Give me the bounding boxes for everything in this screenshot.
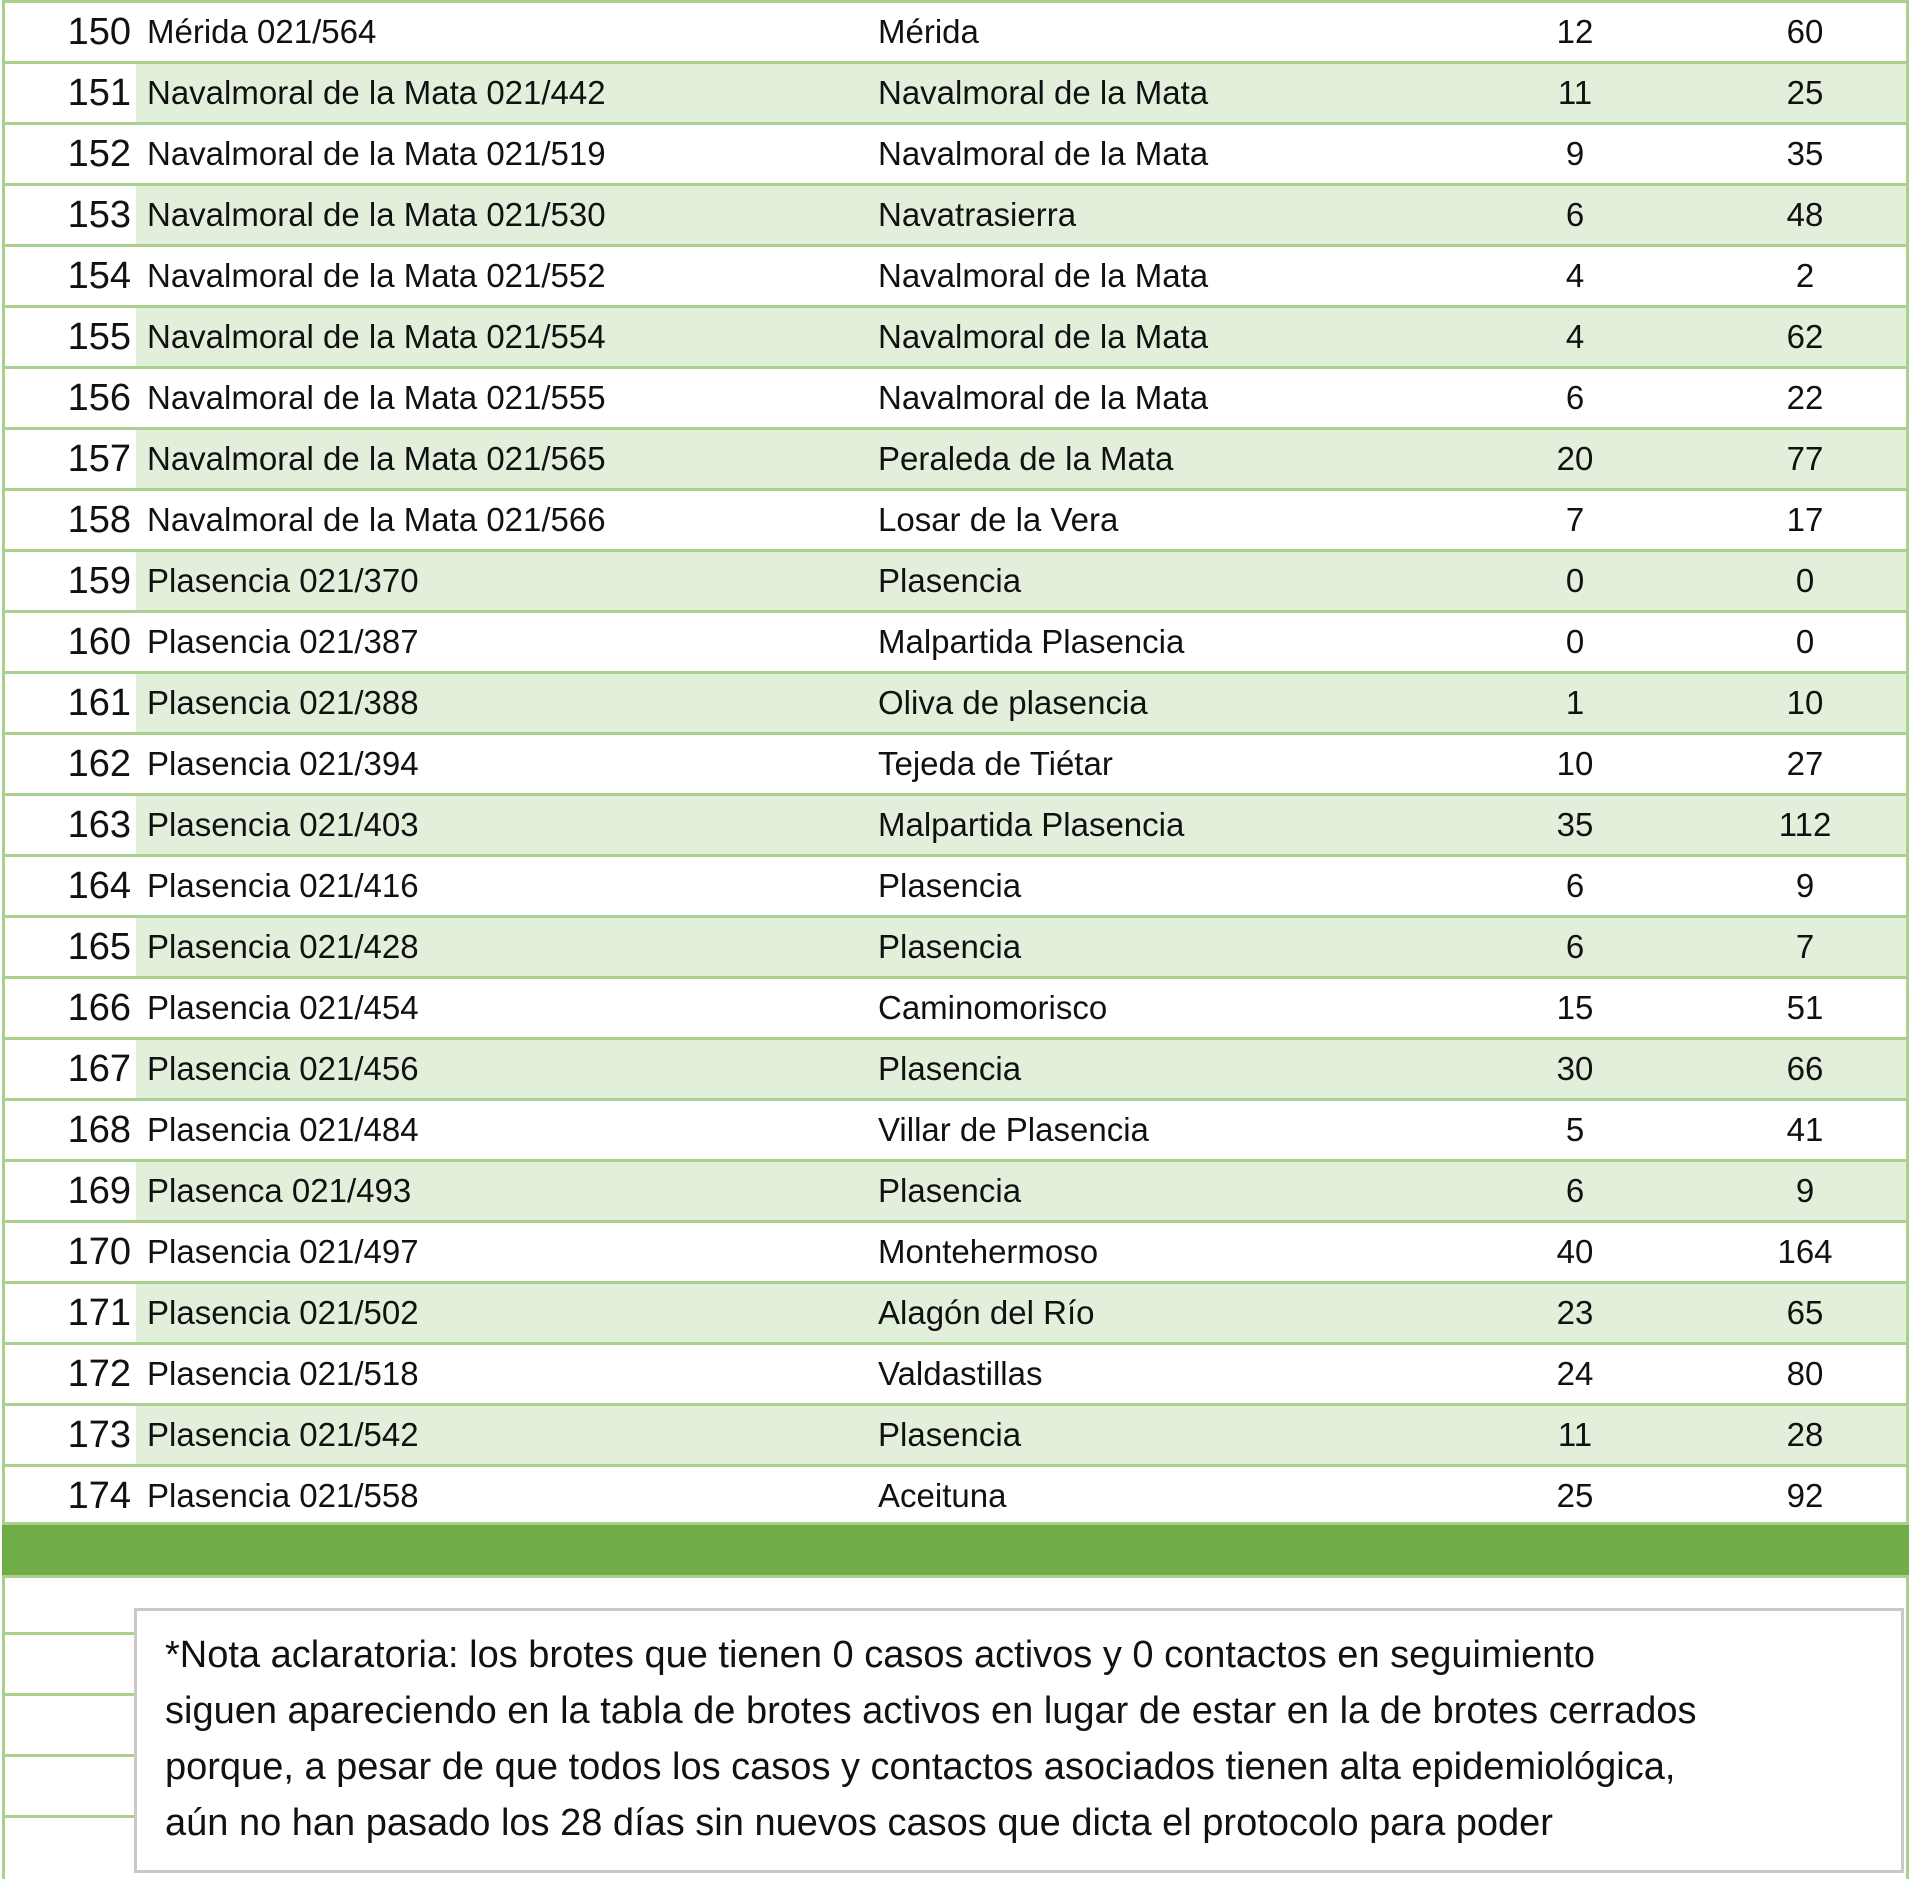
- row-number-cell: 173: [67, 1414, 131, 1456]
- contacts-followup-cell: 51: [1786, 989, 1824, 1026]
- active-cases-cell: 30: [1556, 1050, 1594, 1087]
- clarification-note-box: [134, 1608, 1904, 1873]
- row-number-cell: 151: [67, 72, 131, 114]
- outbreak-id-cell: Navalmoral de la Mata 021/442: [147, 74, 606, 111]
- row-number-cell: 174: [67, 1475, 131, 1517]
- municipality-cell: Mérida: [878, 13, 979, 50]
- contacts-followup-cell: 92: [1786, 1477, 1824, 1514]
- clarification-note-line-4: aún no han pasado los 28 días sin nuevos casos que dicta el protocolo para poder: [165, 1802, 1553, 1844]
- outbreak-id-cell: Plasencia 021/558: [147, 1477, 419, 1514]
- municipality-cell: Peraleda de la Mata: [878, 440, 1174, 477]
- active-cases-cell: 5: [1565, 1111, 1585, 1148]
- municipality-cell: Navalmoral de la Mata: [878, 379, 1209, 416]
- row-number-cell: 150: [67, 11, 131, 53]
- table-row: [5, 125, 1906, 186]
- row-number-cell: 160: [67, 621, 131, 663]
- row-number-cell: 168: [67, 1109, 131, 1151]
- outbreak-id-cell: Mérida 021/564: [147, 13, 377, 50]
- table-row: [5, 796, 1906, 857]
- municipality-cell: Losar de la Vera: [878, 501, 1119, 538]
- outbreak-id-cell: Plasenca 021/493: [147, 1172, 412, 1209]
- active-cases-cell: 24: [1556, 1355, 1594, 1392]
- table-row: [5, 674, 1906, 735]
- row-number-cell: 167: [67, 1048, 131, 1090]
- contacts-followup-cell: 77: [1786, 440, 1824, 477]
- contacts-followup-cell: 164: [1777, 1233, 1833, 1270]
- municipality-cell: Plasencia: [878, 928, 1022, 965]
- municipality-cell: Malpartida Plasencia: [878, 806, 1185, 843]
- table-row: [5, 491, 1906, 552]
- contacts-followup-cell: 25: [1786, 74, 1824, 111]
- table-row: [5, 552, 1906, 613]
- active-cases-cell: 11: [1557, 74, 1593, 111]
- outbreak-id-cell: Plasencia 021/502: [147, 1294, 419, 1331]
- municipality-cell: Navalmoral de la Mata: [878, 318, 1209, 355]
- municipality-cell: Caminomorisco: [878, 989, 1108, 1026]
- table-row: [5, 1345, 1906, 1406]
- table-row: [5, 1101, 1906, 1162]
- active-cases-cell: 12: [1556, 13, 1594, 50]
- table-row: [5, 1406, 1906, 1467]
- table-row: [5, 430, 1906, 491]
- active-cases-cell: 6: [1565, 1172, 1585, 1209]
- contacts-followup-cell: 48: [1786, 196, 1824, 233]
- municipality-cell: Oliva de plasencia: [878, 684, 1148, 721]
- row-number-cell: 158: [67, 499, 131, 541]
- municipality-cell: Plasencia: [878, 867, 1022, 904]
- contacts-followup-cell: 80: [1786, 1355, 1824, 1392]
- row-number-cell: 154: [67, 255, 131, 297]
- contacts-followup-cell: 112: [1778, 806, 1832, 843]
- contacts-followup-cell: 66: [1786, 1050, 1824, 1087]
- table-row: [5, 1162, 1906, 1223]
- row-number-cell: 170: [67, 1231, 131, 1273]
- municipality-cell: Plasencia: [878, 1050, 1022, 1087]
- active-cases-cell: 0: [1565, 623, 1585, 660]
- outbreak-id-cell: Plasencia 021/542: [147, 1416, 419, 1453]
- outbreak-id-cell: Plasencia 021/484: [147, 1111, 419, 1148]
- outbreak-id-cell: Navalmoral de la Mata 021/554: [147, 318, 606, 355]
- grid-line: [5, 1815, 135, 1818]
- row-number-cell: 159: [67, 560, 131, 602]
- active-cases-cell: 40: [1556, 1233, 1594, 1270]
- contacts-followup-cell: 2: [1795, 257, 1815, 294]
- municipality-cell: Villar de Plasencia: [878, 1111, 1149, 1148]
- active-cases-cell: 6: [1565, 196, 1585, 233]
- table-row: [5, 1223, 1906, 1284]
- row-number-cell: 171: [67, 1292, 131, 1334]
- active-cases-cell: 10: [1556, 745, 1594, 782]
- municipality-cell: Malpartida Plasencia: [878, 623, 1185, 660]
- municipality-cell: Montehermoso: [878, 1233, 1099, 1270]
- row-number-cell: 162: [67, 743, 131, 785]
- outbreak-id-cell: Navalmoral de la Mata 021/565: [147, 440, 606, 477]
- active-cases-cell: 23: [1556, 1294, 1594, 1331]
- row-number-cell: 166: [67, 987, 131, 1029]
- municipality-cell: Plasencia: [878, 1416, 1022, 1453]
- row-number-cell: 169: [67, 1170, 131, 1212]
- outbreak-id-cell: Plasencia 021/428: [147, 928, 419, 965]
- active-cases-cell: 9: [1565, 135, 1585, 172]
- outbreak-id-cell: Navalmoral de la Mata 021/552: [147, 257, 606, 294]
- row-number-cell: 163: [67, 804, 131, 846]
- active-cases-cell: 4: [1565, 257, 1585, 294]
- row-number-cell: 157: [67, 438, 131, 480]
- municipality-cell: Navalmoral de la Mata: [878, 135, 1209, 172]
- contacts-followup-cell: 7: [1795, 928, 1815, 965]
- outbreak-id-cell: Plasencia 021/370: [147, 562, 419, 599]
- contacts-followup-cell: 0: [1795, 623, 1815, 660]
- contacts-followup-cell: 28: [1786, 1416, 1824, 1453]
- municipality-cell: Plasencia: [878, 562, 1022, 599]
- municipality-cell: Tejeda de Tiétar: [878, 745, 1113, 782]
- active-cases-cell: 0: [1565, 562, 1585, 599]
- active-cases-cell: 35: [1556, 806, 1594, 843]
- active-cases-cell: 4: [1565, 318, 1585, 355]
- clarification-note-line-3: porque, a pesar de que todos los casos y contactos asociados tienen alta epidemiológica,: [165, 1746, 1676, 1788]
- municipality-cell: Valdastillas: [878, 1355, 1043, 1392]
- outbreak-id-cell: Plasencia 021/403: [147, 806, 419, 843]
- table-row: [5, 308, 1906, 369]
- table-row: [5, 1040, 1906, 1101]
- row-number-cell: 156: [67, 377, 131, 419]
- outbreak-id-cell: Navalmoral de la Mata 021/530: [147, 196, 606, 233]
- table-row: [5, 613, 1906, 674]
- table-row: [5, 0, 1906, 64]
- grid-line: [5, 1754, 135, 1757]
- clarification-note-line-1: *Nota aclaratoria: los brotes que tienen 0 casos activos y 0 contactos en seguimiento: [165, 1634, 1596, 1676]
- municipality-cell: Navatrasierra: [878, 196, 1077, 233]
- outbreak-id-cell: Plasencia 021/416: [147, 867, 419, 904]
- row-number-cell: 155: [67, 316, 131, 358]
- table-row: [5, 1467, 1906, 1528]
- outbreak-id-cell: Navalmoral de la Mata 021/566: [147, 501, 606, 538]
- municipality-cell: Navalmoral de la Mata: [878, 74, 1209, 111]
- row-number-cell: 172: [67, 1353, 131, 1395]
- contacts-followup-cell: 62: [1786, 318, 1824, 355]
- green-separator-bar: [2, 1522, 1909, 1578]
- active-cases-cell: 25: [1556, 1477, 1594, 1514]
- outbreak-id-cell: Plasencia 021/497: [147, 1233, 419, 1270]
- active-cases-cell: 1: [1565, 684, 1585, 721]
- table-row: [5, 979, 1906, 1040]
- row-number-cell: 153: [67, 194, 131, 236]
- contacts-followup-cell: 27: [1786, 745, 1824, 782]
- contacts-followup-cell: 9: [1795, 867, 1815, 904]
- table-row: [5, 247, 1906, 308]
- contacts-followup-cell: 10: [1786, 684, 1824, 721]
- active-cases-cell: 6: [1565, 928, 1585, 965]
- contacts-followup-cell: 9: [1795, 1172, 1815, 1209]
- municipality-cell: Alagón del Río: [878, 1294, 1095, 1331]
- outbreak-id-cell: Plasencia 021/456: [147, 1050, 419, 1087]
- table-row: [5, 64, 1906, 125]
- row-number-cell: 152: [67, 133, 131, 175]
- clarification-note-line-2: siguen apareciendo en la tabla de brotes activos en lugar de estar en la de brotes cerrados: [165, 1690, 1697, 1732]
- outbreak-id-cell: Plasencia 021/394: [147, 745, 419, 782]
- active-cases-cell: 6: [1565, 379, 1585, 416]
- grid-line: [5, 1632, 135, 1635]
- table-row: [5, 369, 1906, 430]
- table-row: [5, 918, 1906, 979]
- contacts-followup-cell: 41: [1786, 1111, 1824, 1148]
- contacts-followup-cell: 0: [1795, 562, 1815, 599]
- active-cases-cell: 11: [1557, 1416, 1593, 1453]
- outbreak-table: [2, 0, 1909, 1528]
- outbreak-id-cell: Plasencia 021/454: [147, 989, 419, 1026]
- active-cases-cell: 15: [1556, 989, 1594, 1026]
- table-row: [5, 186, 1906, 247]
- active-cases-cell: 6: [1565, 867, 1585, 904]
- active-cases-cell: 20: [1556, 440, 1594, 477]
- outbreak-id-cell: Plasencia 021/518: [147, 1355, 419, 1392]
- outbreak-id-cell: Plasencia 021/388: [147, 684, 419, 721]
- municipality-cell: Plasencia: [878, 1172, 1022, 1209]
- contacts-followup-cell: 60: [1786, 13, 1824, 50]
- municipality-cell: Navalmoral de la Mata: [878, 257, 1209, 294]
- table-row: [5, 857, 1906, 918]
- row-number-cell: 164: [67, 865, 131, 907]
- row-number-cell: 161: [67, 682, 131, 724]
- outbreak-id-cell: Navalmoral de la Mata 021/519: [147, 135, 606, 172]
- outbreak-id-cell: Plasencia 021/387: [147, 623, 419, 660]
- grid-line: [5, 1693, 135, 1696]
- municipality-cell: Aceituna: [878, 1477, 1007, 1514]
- contacts-followup-cell: 65: [1786, 1294, 1824, 1331]
- table-row: [5, 735, 1906, 796]
- contacts-followup-cell: 22: [1786, 379, 1824, 416]
- table-row: [5, 1284, 1906, 1345]
- active-cases-cell: 7: [1565, 501, 1585, 538]
- row-number-cell: 165: [67, 926, 131, 968]
- contacts-followup-cell: 17: [1786, 501, 1824, 538]
- contacts-followup-cell: 35: [1786, 135, 1824, 172]
- outbreak-id-cell: Navalmoral de la Mata 021/555: [147, 379, 606, 416]
